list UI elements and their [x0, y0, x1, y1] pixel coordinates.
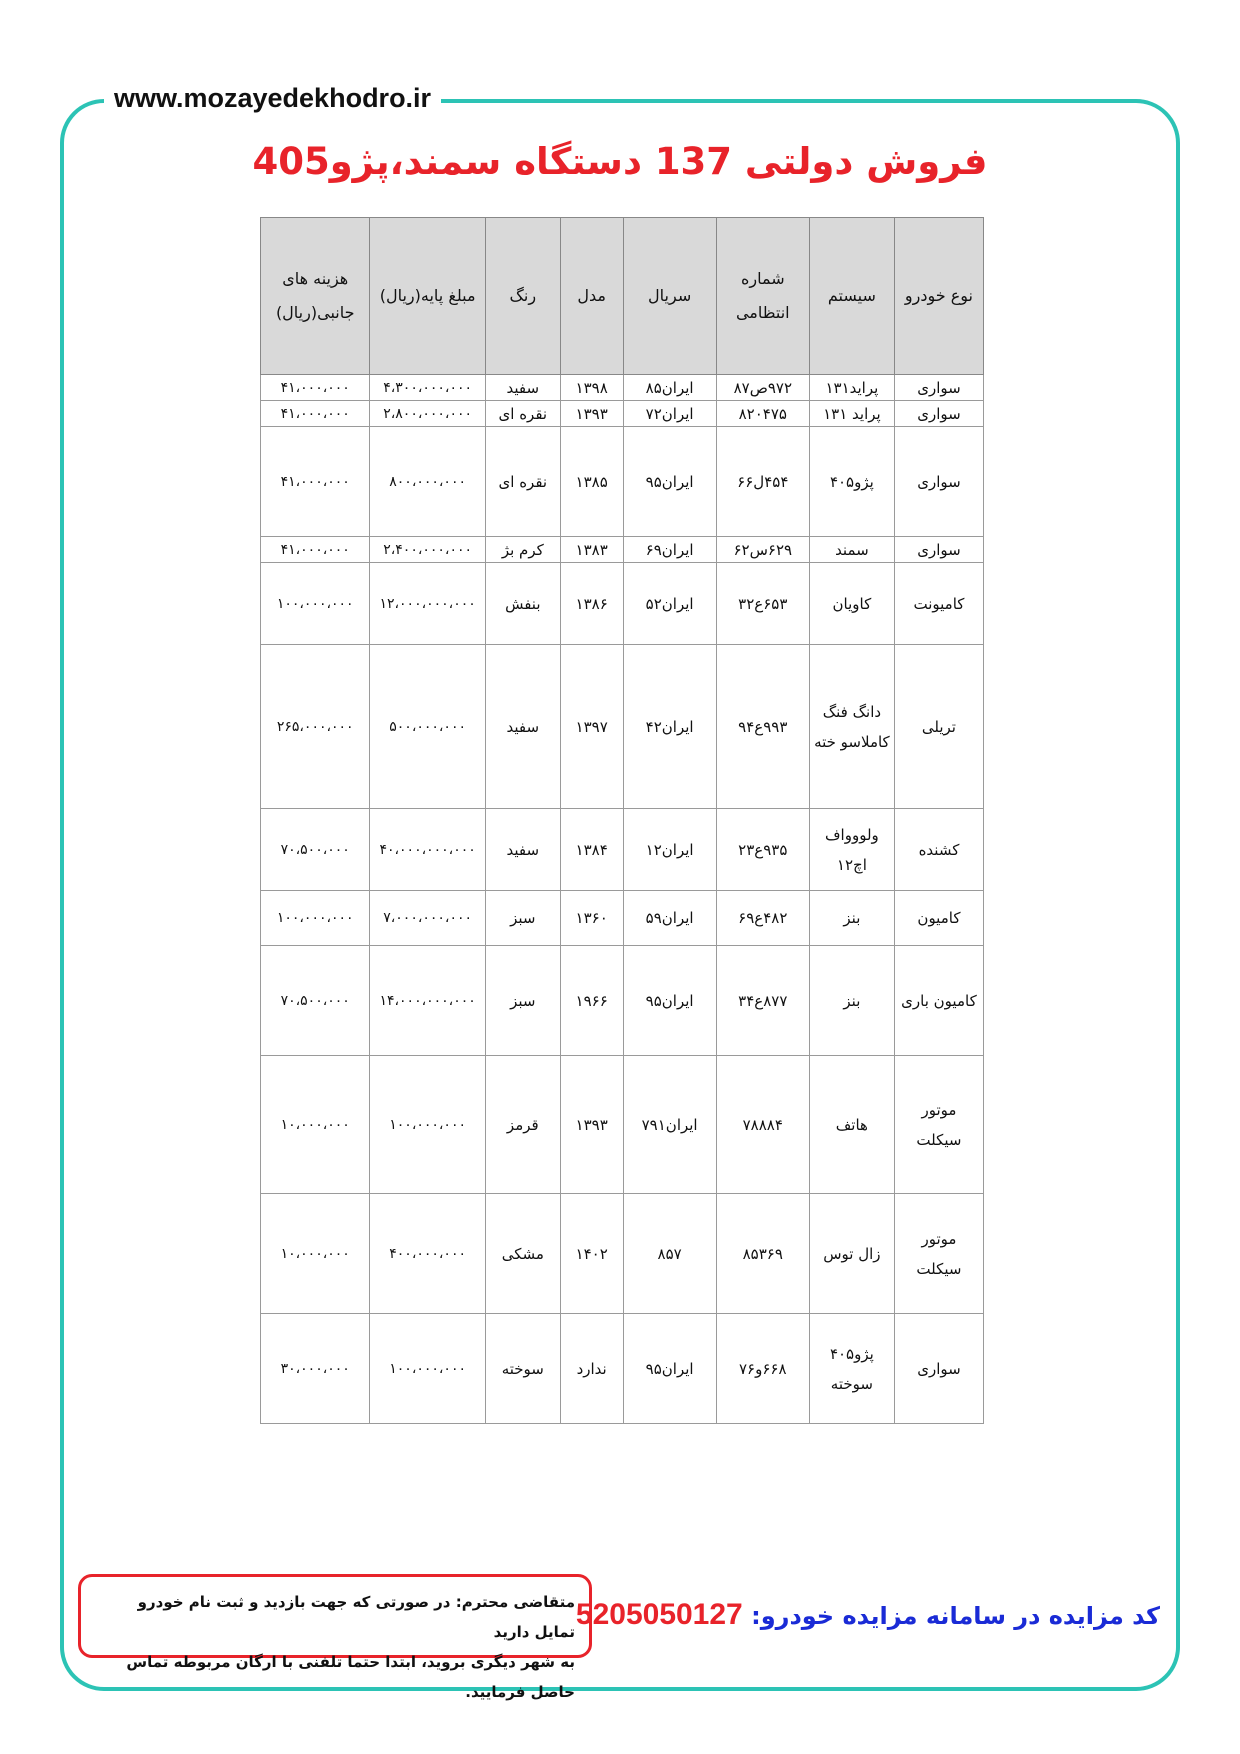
cell-cost: ۲۶۵،۰۰۰،۰۰۰ — [261, 645, 370, 809]
cell-color: قرمز — [485, 1056, 560, 1194]
cell-number: ۴۵۴ل۶۶ — [716, 427, 809, 537]
cell-serial: ۸۵۷ — [623, 1194, 716, 1314]
cell-system: دانگ فنگ کاملاسو خته — [809, 645, 894, 809]
table-row — [261, 537, 984, 563]
cell-system: پژو۴۰۵ — [809, 427, 894, 537]
cell-number: ۴۸۲ع۶۹ — [716, 891, 809, 946]
cell-cost: ۱۰۰،۰۰۰،۰۰۰ — [261, 563, 370, 645]
cell-type: سواری — [894, 427, 983, 537]
table-row — [261, 375, 984, 401]
cell-number: ۹۹۳ع۹۴ — [716, 645, 809, 809]
cell-cost: ۴۱،۰۰۰،۰۰۰ — [261, 375, 370, 401]
cell-serial: ایران۹۵ — [623, 946, 716, 1056]
cell-model: ۱۹۶۶ — [560, 946, 623, 1056]
cell-type: سواری — [894, 537, 983, 563]
cell-model: ۱۳۹۳ — [560, 1056, 623, 1194]
auction-code — [575, 1598, 1160, 1632]
header-type: نوع خودرو — [894, 218, 983, 375]
vehicle-table-container — [260, 217, 984, 1424]
cell-serial: ایران۷۲ — [623, 401, 716, 427]
table-row — [261, 946, 984, 1056]
cell-color: نقره ای — [485, 427, 560, 537]
cell-base: ۱۰۰،۰۰۰،۰۰۰ — [370, 1314, 485, 1424]
cell-base: ۱۴،۰۰۰،۰۰۰،۰۰۰ — [370, 946, 485, 1056]
cell-base: ۱۰۰،۰۰۰،۰۰۰ — [370, 1056, 485, 1194]
cell-color: سبز — [485, 946, 560, 1056]
header-system: سیستم — [809, 218, 894, 375]
cell-number: ۶۲۹س۶۲ — [716, 537, 809, 563]
cell-color: سفید — [485, 809, 560, 891]
cell-serial: ایران۸۵ — [623, 375, 716, 401]
cell-type: کامیون — [894, 891, 983, 946]
cell-model: ۱۳۹۸ — [560, 375, 623, 401]
cell-color: نقره ای — [485, 401, 560, 427]
cell-model: ندارد — [560, 1314, 623, 1424]
cell-system: سمند — [809, 537, 894, 563]
cell-type: تریلی — [894, 645, 983, 809]
cell-base: ۸۰۰،۰۰۰،۰۰۰ — [370, 427, 485, 537]
cell-cost: ۳۰،۰۰۰،۰۰۰ — [261, 1314, 370, 1424]
cell-cost: ۱۰۰،۰۰۰،۰۰۰ — [261, 891, 370, 946]
cell-color: بنفش — [485, 563, 560, 645]
cell-system: کاویان — [809, 563, 894, 645]
cell-color: کرم بژ — [485, 537, 560, 563]
cell-system: بنز — [809, 946, 894, 1056]
site-url[interactable]: www.mozayedekhodro.ir — [104, 80, 441, 116]
header-model: مدل — [560, 218, 623, 375]
cell-number: ۹۳۵ع۲۳ — [716, 809, 809, 891]
header-color: رنگ — [485, 218, 560, 375]
cell-serial: ایران۴۲ — [623, 645, 716, 809]
cell-serial: ایران۱۲ — [623, 809, 716, 891]
cell-base: ۲،۸۰۰،۰۰۰،۰۰۰ — [370, 401, 485, 427]
cell-serial: ایران۹۵ — [623, 1314, 716, 1424]
vehicle-table — [260, 217, 984, 1424]
table-row — [261, 891, 984, 946]
cell-color: مشکی — [485, 1194, 560, 1314]
cell-serial: ایران۹۵ — [623, 427, 716, 537]
cell-system: هاتف — [809, 1056, 894, 1194]
cell-model: ۱۳۶۰ — [560, 891, 623, 946]
cell-number: ۷۸۸۸۴ — [716, 1056, 809, 1194]
table-row — [261, 1194, 984, 1314]
cell-system: ولووواف اچ۱۲ — [809, 809, 894, 891]
cell-type: کامیون باری — [894, 946, 983, 1056]
cell-cost: ۴۱،۰۰۰،۰۰۰ — [261, 401, 370, 427]
cell-base: ۵۰۰،۰۰۰،۰۰۰ — [370, 645, 485, 809]
table-row — [261, 809, 984, 891]
cell-number: ۹۷۲ص۸۷ — [716, 375, 809, 401]
cell-system: پراید ۱۳۱ — [809, 401, 894, 427]
table-row — [261, 401, 984, 427]
auction-code-label: کد مزایده در سامانه مزایده خودرو: — [751, 1602, 1160, 1630]
cell-number: ۸۷۷ع۳۴ — [716, 946, 809, 1056]
cell-model: ۱۳۸۳ — [560, 537, 623, 563]
cell-type: سواری — [894, 401, 983, 427]
cell-type: سواری — [894, 1314, 983, 1424]
cell-base: ۱۲،۰۰۰،۰۰۰،۰۰۰ — [370, 563, 485, 645]
cell-base: ۲،۴۰۰،۰۰۰،۰۰۰ — [370, 537, 485, 563]
cell-serial: ایران۵۹ — [623, 891, 716, 946]
cell-color: سفید — [485, 375, 560, 401]
header-base-price: مبلغ پایه(ریال) — [370, 218, 485, 375]
cell-color: سفید — [485, 645, 560, 809]
table-row — [261, 1056, 984, 1194]
table-row — [261, 563, 984, 645]
cell-number: ۶۶۸و۷۶ — [716, 1314, 809, 1424]
cell-model: ۱۳۸۴ — [560, 809, 623, 891]
cell-model: ۱۳۹۳ — [560, 401, 623, 427]
cell-model: ۱۴۰۲ — [560, 1194, 623, 1314]
cell-color: سوخته — [485, 1314, 560, 1424]
table-row — [261, 427, 984, 537]
cell-cost: ۱۰،۰۰۰،۰۰۰ — [261, 1056, 370, 1194]
cell-base: ۷،۰۰۰،۰۰۰،۰۰۰ — [370, 891, 485, 946]
cell-type: کشنده — [894, 809, 983, 891]
cell-base: ۴،۳۰۰،۰۰۰،۰۰۰ — [370, 375, 485, 401]
cell-system: پراید۱۳۱ — [809, 375, 894, 401]
cell-number: ۸۲۰۴۷۵ — [716, 401, 809, 427]
notice-box — [78, 1574, 592, 1701]
cell-cost: ۴۱،۰۰۰،۰۰۰ — [261, 427, 370, 537]
header-serial: سریال — [623, 218, 716, 375]
cell-color: سبز — [485, 891, 560, 946]
cell-number: ۸۵۳۶۹ — [716, 1194, 809, 1314]
cell-cost: ۷۰،۵۰۰،۰۰۰ — [261, 946, 370, 1056]
notice-line-1: متقاضی محترم: در صورتی که جهت بازدید و ثبت نام خودرو تمایل دارید — [137, 1593, 575, 1641]
cell-type: موتور سیکلت — [894, 1194, 983, 1314]
table-row — [261, 645, 984, 809]
cell-cost: ۷۰،۵۰۰،۰۰۰ — [261, 809, 370, 891]
cell-type: سواری — [894, 375, 983, 401]
auction-code-value: 5205050127 — [575, 1598, 743, 1631]
cell-serial: ایران۷۹۱ — [623, 1056, 716, 1194]
notice-line-2: به شهر دیگری بروید، ابتدا حتما تلفنی با ارگان مربوطه تماس حاصل فرمایید. — [126, 1653, 575, 1701]
cell-base: ۴۰،۰۰۰،۰۰۰،۰۰۰ — [370, 809, 485, 891]
header-side-costs: هزینه های جانبی(ریال) — [261, 218, 370, 375]
cell-system: پژو۴۰۵ سوخته — [809, 1314, 894, 1424]
cell-serial: ایران۵۲ — [623, 563, 716, 645]
cell-system: بنز — [809, 891, 894, 946]
cell-cost: ۱۰،۰۰۰،۰۰۰ — [261, 1194, 370, 1314]
cell-serial: ایران۶۹ — [623, 537, 716, 563]
cell-system: زال توس — [809, 1194, 894, 1314]
cell-base: ۴۰۰،۰۰۰،۰۰۰ — [370, 1194, 485, 1314]
page-title: فروش دولتی 137 دستگاه سمند،پژو405 — [252, 140, 988, 183]
table-row — [261, 1314, 984, 1424]
cell-model: ۱۳۹۷ — [560, 645, 623, 809]
header-number: شماره انتظامی — [716, 218, 809, 375]
cell-model: ۱۳۸۶ — [560, 563, 623, 645]
table-header-row — [261, 218, 984, 375]
cell-model: ۱۳۸۵ — [560, 427, 623, 537]
cell-type: موتور سیکلت — [894, 1056, 983, 1194]
cell-type: کامیونت — [894, 563, 983, 645]
cell-number: ۶۵۳ع۳۲ — [716, 563, 809, 645]
cell-cost: ۴۱،۰۰۰،۰۰۰ — [261, 537, 370, 563]
